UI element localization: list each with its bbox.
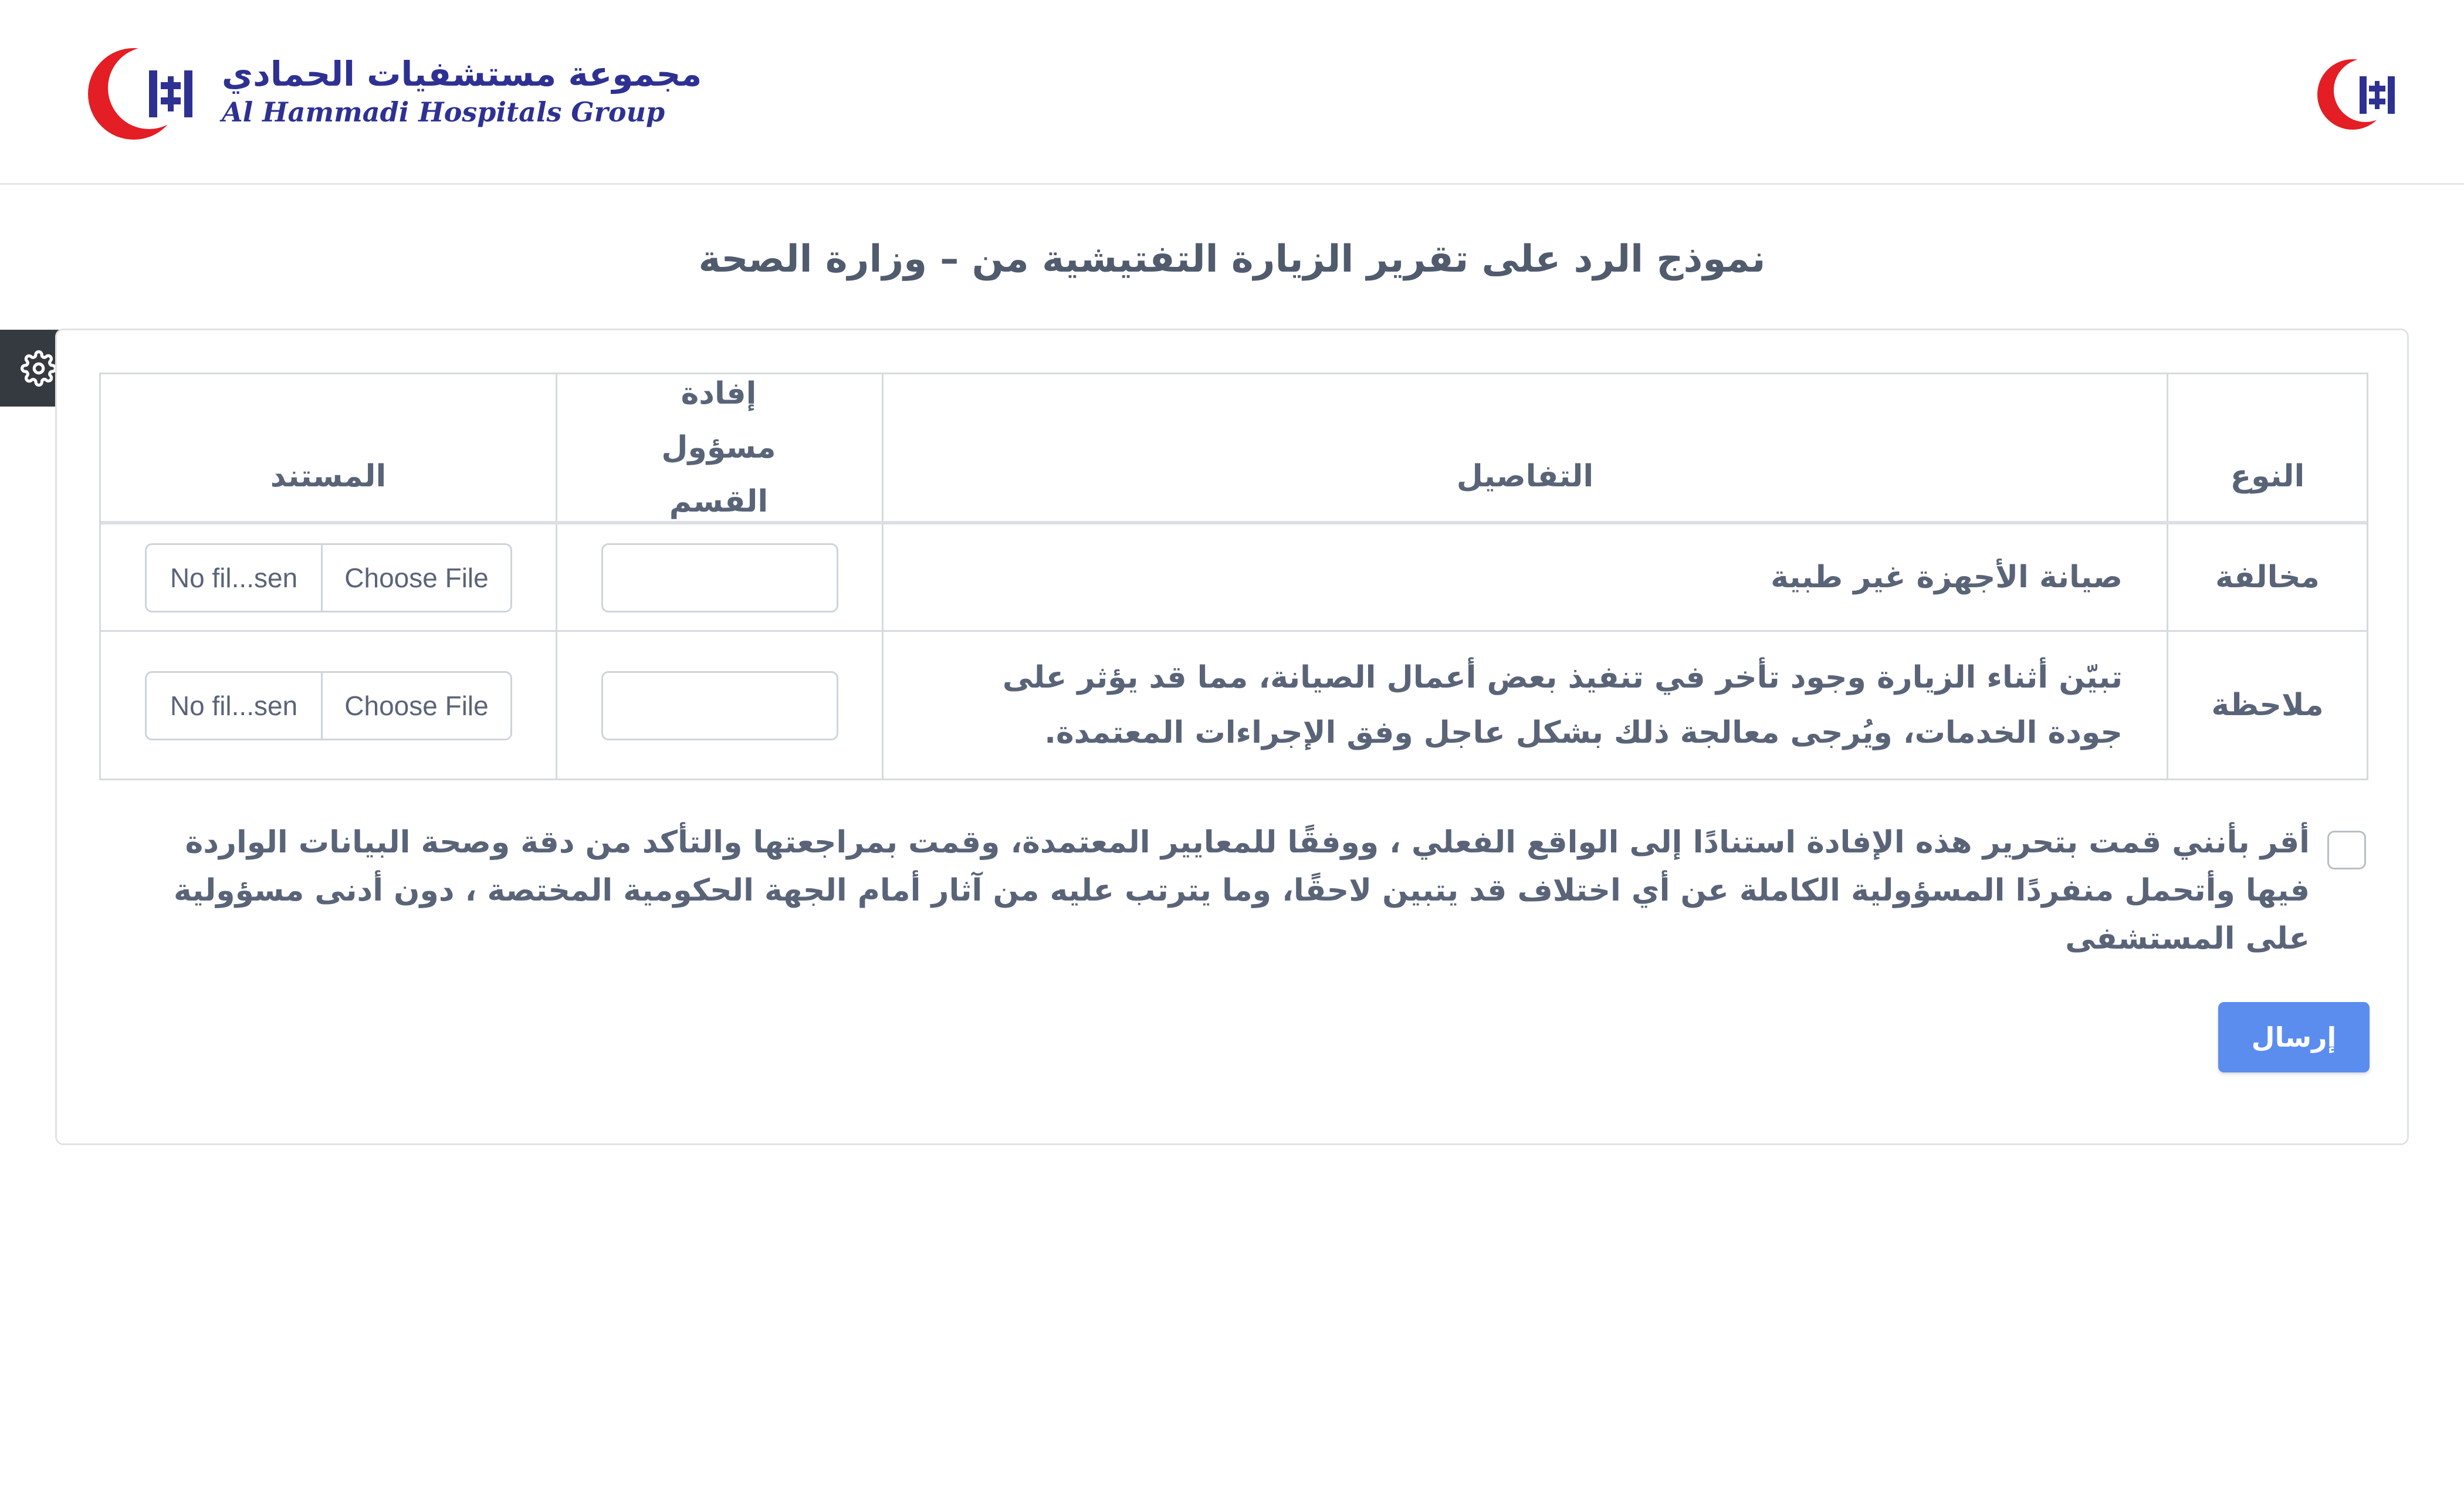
row-type-cell: مخالفة (2215, 560, 2320, 595)
row-details-cell: تبيّن أثناء الزيارة وجود تأخر في تنفيذ بعض أعمال الصيانة، مما قد يؤثر على جودة الخدمات، ويُرجى معالجة ذلك بشكل عاجل وفق الإجراءات المعتمدة. (1002, 660, 2123, 750)
department-response-input[interactable] (601, 543, 838, 612)
department-response-input[interactable] (601, 671, 838, 740)
document-file-input[interactable] (145, 671, 512, 740)
row-type-cell: ملاحظة (2211, 688, 2324, 723)
acknowledgement-text: أقر بأنني قمت بتحرير هذه الإفادة استنادًا إلى الواقع الفعلي ، ووفقًا للمعايير المعتمدة، وقمت بمراجعتها والتأكد من دقة وصحة البيانات الواردة فيها وأتحمل منفردًا المسؤولية الكاملة عن أي اختلاف قد يتبين لاحقًا، وما يترتب عليه من آثار أمام الجهة الحكومية المختصة ، دون أدنى مسؤولية على المستشفى (173, 825, 2310, 956)
column-header-document: المستند (270, 459, 387, 494)
crescent-logo-icon (86, 46, 209, 143)
hospital-small-logo-icon (2316, 56, 2398, 133)
file-name-label: No fil...sen (147, 673, 323, 739)
choose-file-button[interactable]: Choose File (323, 545, 510, 611)
inspection-table (99, 373, 2368, 780)
gear-icon (21, 350, 57, 387)
column-header-response: إفادة مسؤول القسم (661, 376, 776, 519)
acknowledgement-checkbox[interactable] (2327, 831, 2366, 869)
logo-english-name: Al Hammadi Hospitals Group (222, 96, 665, 128)
document-file-input[interactable] (145, 543, 512, 612)
column-header-type: النوع (2230, 459, 2305, 494)
hospital-logo[interactable] (86, 46, 702, 143)
response-form-card (55, 329, 2409, 1145)
submit-button[interactable]: إرسال (2218, 1002, 2370, 1072)
site-header (0, 0, 2464, 185)
column-header-details: التفاصيل (1456, 459, 1594, 494)
choose-file-button[interactable]: Choose File (323, 673, 510, 739)
file-name-label: No fil...sen (147, 545, 323, 611)
logo-arabic-name: مجموعة مستشفيات الحمادي (222, 54, 702, 94)
row-details-cell: صيانة الأجهزة غير طبية (1771, 560, 2123, 595)
page-title: نموذج الرد على تقرير الزيارة التفتيشية من – وزارة الصحة (698, 238, 1766, 281)
